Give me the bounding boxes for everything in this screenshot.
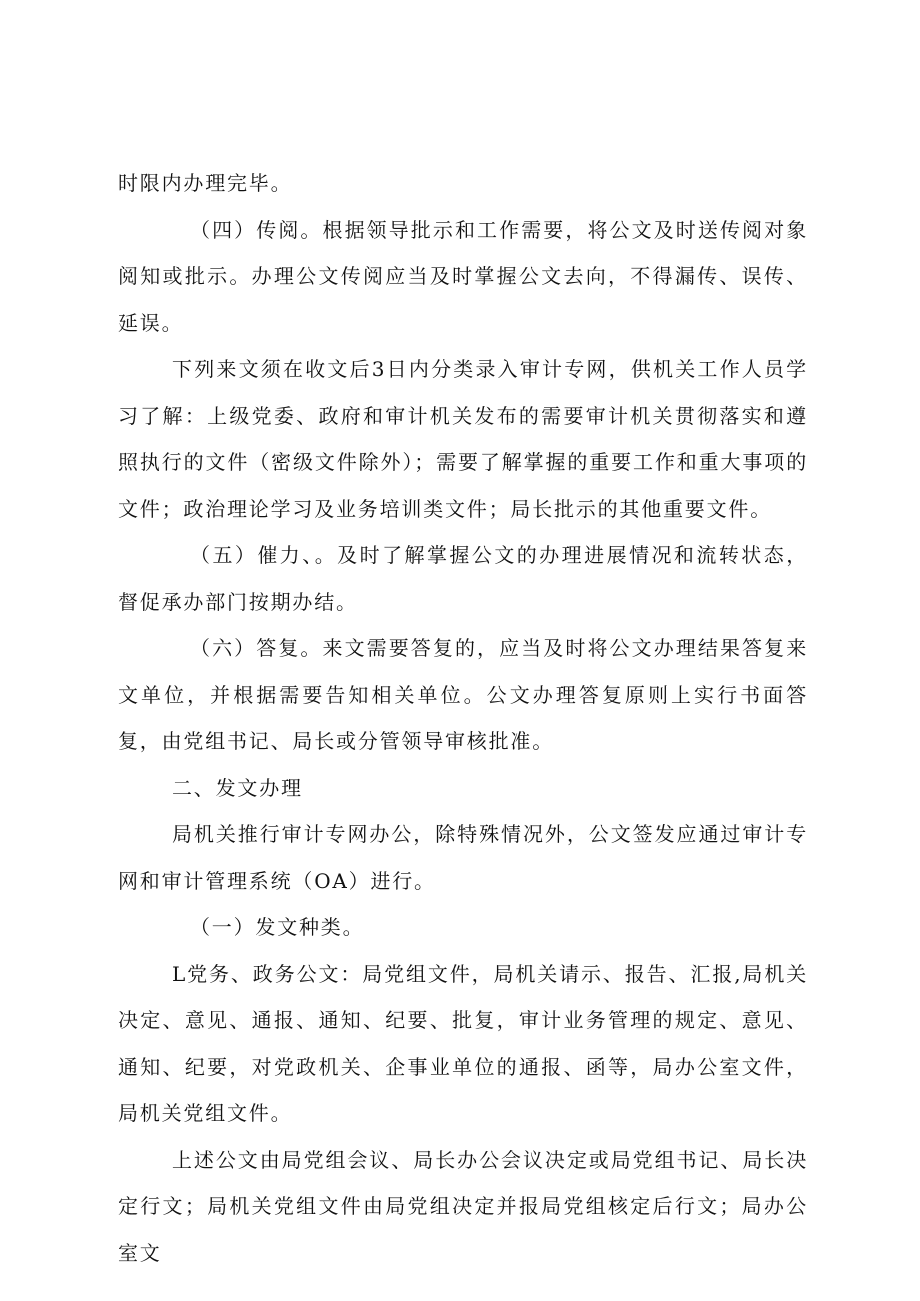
paragraph-circulation: （四）传阅。根据领导批示和工作需要，将公文及时送传阅对象阅知或批示。办理公文传阅应当及时掌握公文去向，不得漏传、误传、延误。 [118,217,808,335]
paragraph-continuation: 时限内办理完毕。 [118,171,293,195]
subheading-document-types: （一）发文种类。 [190,915,365,939]
paragraph-party-government-docs: L党务、政务公文：局党组文件，局机关请示、报告、汇报,局机关决定、意见、通报、通知、纪要、批复，审计业务管理的规定、意见、通知、纪要，对党政机关、企事业单位的通报、函等，局办公室文件，局机关党组文件。 [118,961,808,1125]
paragraph-incoming-files: 下列来文须在收文后3日内分类录入审计专网，供机关工作人员学习了解：上级党委、政府和审计机关发布的需要审计机关贯彻落实和遵照执行的文件（密级文件除外）；需要了解掌握的重要工作和重大事项的文件；政治理论学习及业务培训类文件；局长批示的其他重要文件。 [118,357,808,521]
paragraph-reply: （六）答复。来文需要答复的，应当及时将公文办理结果答复来文单位，并根据需要告知相关单位。公文办理答复原则上实行书面答复，由党组书记、局长或分管领导审核批准。 [118,636,808,753]
paragraph-network-office: 局机关推行审计专网办公，除特殊情况外，公文签发应通过审计专网和审计管理系统（OA）进行。 [118,822,808,893]
paragraph-follow-up: （五）催力、。及时了解掌握公文的办理进展情况和流转状态，督促承办部门按期办结。 [118,543,808,614]
paragraph-issuing-authority: 上述公文由局党组会议、局长办公会议决定或局党组书记、局长决定行文；局机关党组文件由局党组决定并报局党组核定后行文；局办公室文 [118,1147,808,1265]
section-heading-outgoing: 二、发文办理 [172,775,303,800]
document-body [118,160,808,1276]
